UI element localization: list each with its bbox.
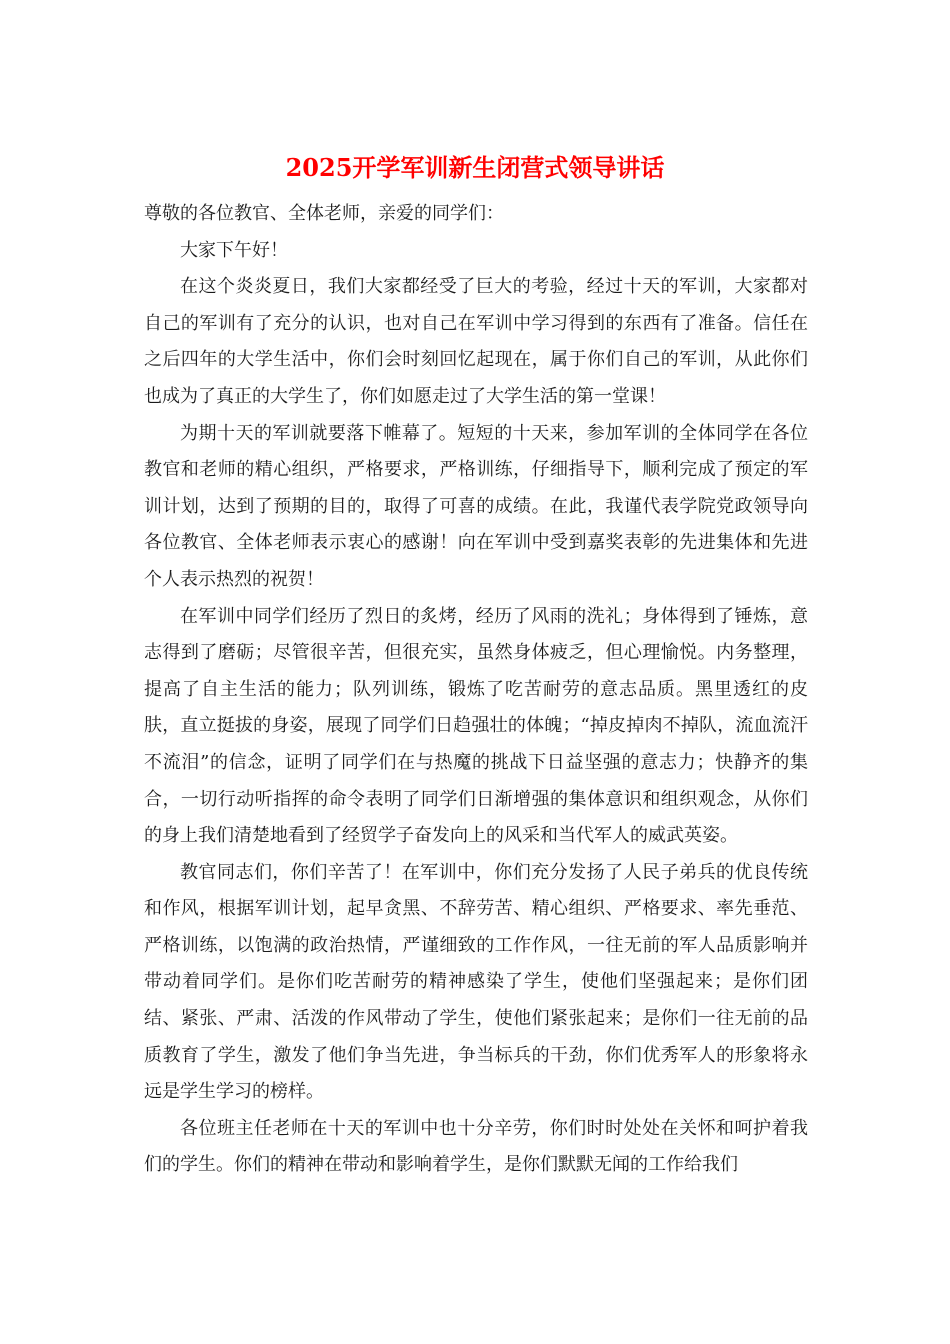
paragraph-2: 为期十天的军训就要落下帷幕了。短短的十天来，参加军训的全体同学在各位教官和老师的精心组织，严格要求，严格训练，仔细指导下，顺利完成了预定的军训计划，达到了预期的目的，取得了可喜的成绩。在此，我谨代表学院党政领导向各位教官、全体老师表示衷心的感谢！向在军训中受到嘉奖表彰的先进集体和先进个人表示热烈的祝贺！ [144,422,808,590]
paragraph-3: 在军训中同学们经历了烈日的炙烤，经历了风雨的洗礼；身体得到了锤炼，意志得到了磨砺；尽管很辛苦，但很充实，虽然身体疲乏，但心理愉悦。内务整理，提高了自主生活的能力；队列训练，锻炼了吃苦耐劳的意志品质。黑里透红的皮肤，直立挺拔的身姿，展现了同学们日趋强壮的体魄；“掉皮掉肉不掉队，流血流汗不流泪”的信念，证明了同学们在与热魔的挑战下日益坚强的意志力；快静齐的集合，一切行动听指挥的命令表明了同学们日渐增强的集体意识和组织观念，从你们的身上我们清楚地看到了经贸学子奋发向上的风采和当代军人的威武英姿。 [144,605,808,847]
salutation: 尊敬的各位教官、全体老师，亲爱的同学们： [144,203,504,224]
paragraph-5: 各位班主任老师在十天的军训中也十分辛劳，你们时时处处在关怀和呵护着我们的学生。你们的精神在带动和影响着学生，是你们默默无闻的工作给我们 [144,1117,808,1176]
document-body [144,196,808,1184]
document-title: 2025开学军训新生闭营式领导讲话 [285,153,665,182]
paragraph-greeting: 大家下午好！ [180,239,288,261]
paragraph-4: 教官同志们，你们辛苦了！在军训中，你们充分发扬了人民子弟兵的优良传统和作风，根据军训计划，起早贪黑、不辞劳苦、精心组织、严格要求、率先垂范、严格训练，以饱满的政治热情，严谨细致的工作作风，一往无前的军人品质影响并带动着同学们。是你们吃苦耐劳的精神感染了学生，使他们坚强起来；是你们团结、紧张、严肃、活泼的作风带动了学生，使他们紧张起来；是你们一往无前的品质教育了学生，激发了他们争当先进，争当标兵的干劲，你们优秀军人的形象将永远是学生学习的榜样。 [144,861,808,1103]
paragraph-1: 在这个炎炎夏日，我们大家都经受了巨大的考验，经过十天的军训，大家都对自己的军训有了充分的认识，也对自己在军训中学习得到的东西有了准备。信任在之后四年的大学生活中，你们会时刻回忆起现在，属于你们自己的军训，从此你们也成为了真正的大学生了，你们如愿走过了大学生活的第一堂课！ [144,276,808,407]
